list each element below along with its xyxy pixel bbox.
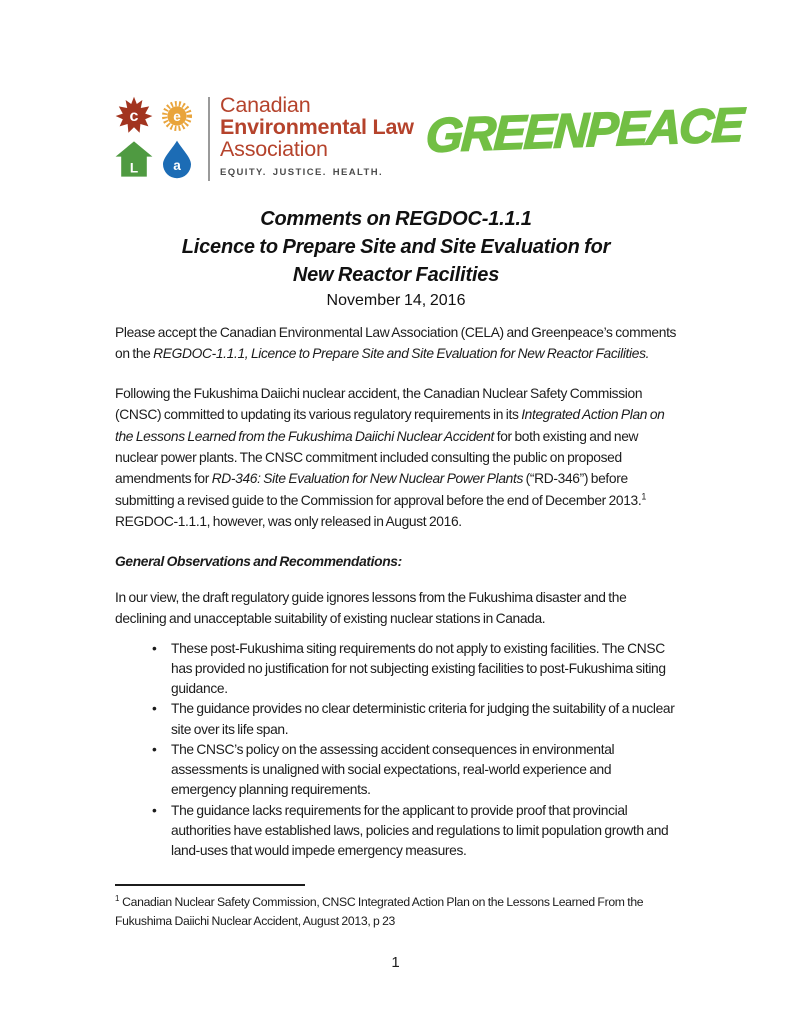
title-date: November 14, 2016 [326, 292, 466, 309]
paragraph-background [115, 383, 677, 533]
observations-list [115, 639, 677, 861]
text-segment: RD-346: Site Evaluation for New Nuclear Power Plants [211, 471, 523, 487]
paragraph-intro [115, 322, 677, 365]
document-content [115, 205, 677, 861]
text-segment: 1 [641, 491, 646, 502]
paragraph-view: In our view, the draft regulatory guide ignores lessons from the Fukushima disaster and the declining and unacceptable suitability of existing nuclear stations in Canada. [115, 590, 627, 627]
page-number: 1 [391, 954, 400, 971]
text-segment: Integrated Action Plan on the Lessons Learned from the Fukushima Daiichi Nuclear Accident [115, 407, 665, 444]
logo-divider [208, 97, 210, 181]
title-line-1: Comments on REGDOC-1.1.1 [260, 208, 532, 230]
cela-wordmark [220, 94, 414, 178]
cela-name-line3: Association [220, 137, 328, 161]
section-heading: General Observations and Recommendations: [115, 553, 402, 569]
cela-letter-a: a [173, 158, 181, 174]
header-logos [114, 94, 742, 181]
text-segment: (“RD-346”) before submitting a revised guide to the Commission for approval before the end of December 2013. [115, 471, 642, 508]
cela-letter-e: e [173, 108, 181, 124]
footnote-marker: 1 [115, 893, 120, 903]
title-block [115, 205, 677, 312]
cela-name-line1: Canadian [220, 93, 311, 117]
greenpeace-logo: GREENPEACE [424, 98, 744, 164]
title-line-3: New Reactor Facilities [292, 264, 500, 286]
cela-letter-l: L [129, 160, 139, 176]
footnote-separator [115, 884, 305, 886]
cela-drop-icon [157, 139, 197, 179]
text-segment: REGDOC-1.1.1, however, was only released in August 2016. [115, 514, 462, 530]
bullet-item: • The CNSC’s policy on the assessing accident consequences in environmental assessments is unaligned with social expectations, real-world experience and emergency planning requirements. [171, 740, 677, 801]
bullet-item: • These post-Fukushima siting requirements do not apply to existing facilities. The CNSC has provided no justification for not subjecting existing facilities to post-Fukushima siting guidance. [171, 639, 677, 700]
bullet-item: • The guidance provides no clear deterministic criteria for judging the suitability of a nuclear site over its life span. [171, 699, 677, 739]
cela-letter-c: c [129, 108, 139, 126]
footnote-body: Canadian Nuclear Safety Commission, CNSC Integrated Action Plan on the Lessons Learned From the Fukushima Daiichi Nuclear Accident, August 2013, p 23 [115, 895, 644, 928]
footnote-block [115, 884, 677, 931]
cela-name-line2: Environmental Law [220, 115, 414, 139]
text-segment: REGDOC-1.1.1, Licence to Prepare Site and Site Evaluation for New Reactor Facilities. [153, 346, 650, 362]
text-segment: Please accept the Canadian Environmental Law Association (CELA) and Greenpeace’s comments on the [115, 325, 677, 362]
footnote-text [115, 893, 677, 931]
cela-tagline: EQUITY. JUSTICE. HEALTH. [220, 167, 384, 178]
cela-house-icon [114, 139, 154, 179]
bullet-item: • The guidance lacks requirements for the applicant to provide proof that provincial authorities have established laws, policies and regulations to limit population growth and land-uses that would impede emergency measures. [171, 801, 677, 862]
text-segment: for both existing and new nuclear power plants. The CNSC commitment included consulting the public on proposed amendments for [115, 428, 639, 487]
cela-leaf-icon [114, 96, 154, 136]
text-segment: Following the Fukushima Daiichi nuclear accident, the Canadian Nuclear Safety Commission (CNSC) committed to updating its various regulatory requirements in its [115, 385, 643, 423]
cela-icon-grid [114, 96, 197, 179]
cela-logo [114, 94, 414, 181]
cela-sun-icon [157, 96, 197, 136]
title-line-2: Licence to Prepare Site and Site Evaluation for [181, 236, 611, 258]
